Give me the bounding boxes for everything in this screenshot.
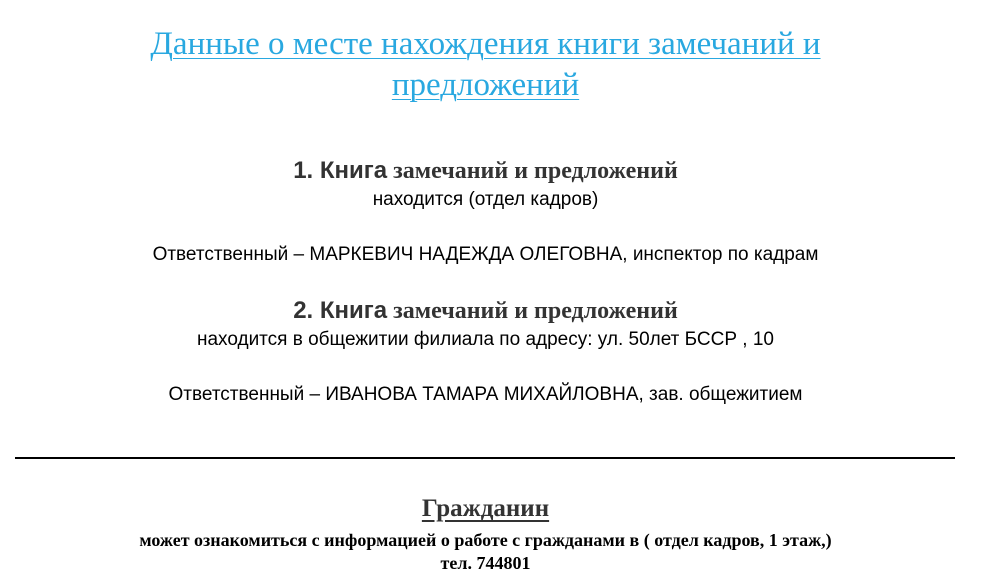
book-1-responsible: Ответственный – МАРКЕВИЧ НАДЕЖДА ОЛЕГОВНА, инспектор по кадрам [152, 244, 819, 265]
book-2-location: находится в общежитии филиала по адресу: ул. 50лет БССР , 10 [196, 329, 774, 350]
book-2-heading [0, 297, 971, 325]
citizen-info: может ознакомиться с информацией о работе с гражданами в ( отдел кадров, 1 этаж,) [139, 530, 832, 550]
book-1-heading-number: 1. Книга [293, 157, 388, 184]
book-2-responsible: Ответственный – ИВАНОВА ТАМАРА МИХАЙЛОВНА, зав. общежитием [168, 384, 803, 405]
page-title-line-2[interactable]: предложений [391, 67, 580, 103]
page-title[interactable] [0, 24, 971, 106]
book-1-heading-text: замечаний и предложений [393, 158, 678, 184]
section-divider [15, 457, 955, 459]
book-2-heading-text: замечаний и предложений [393, 298, 678, 324]
book-1-heading [0, 157, 971, 185]
book-2-heading-number: 2. Книга [293, 297, 388, 324]
citizen-phone: тел. 744801 [440, 553, 531, 573]
book-1-location: находится (отдел кадров) [372, 189, 599, 210]
citizen-heading: Гражданин [421, 495, 550, 522]
page-title-line-1[interactable]: Данные о месте нахождения книги замечаний и [150, 26, 821, 62]
